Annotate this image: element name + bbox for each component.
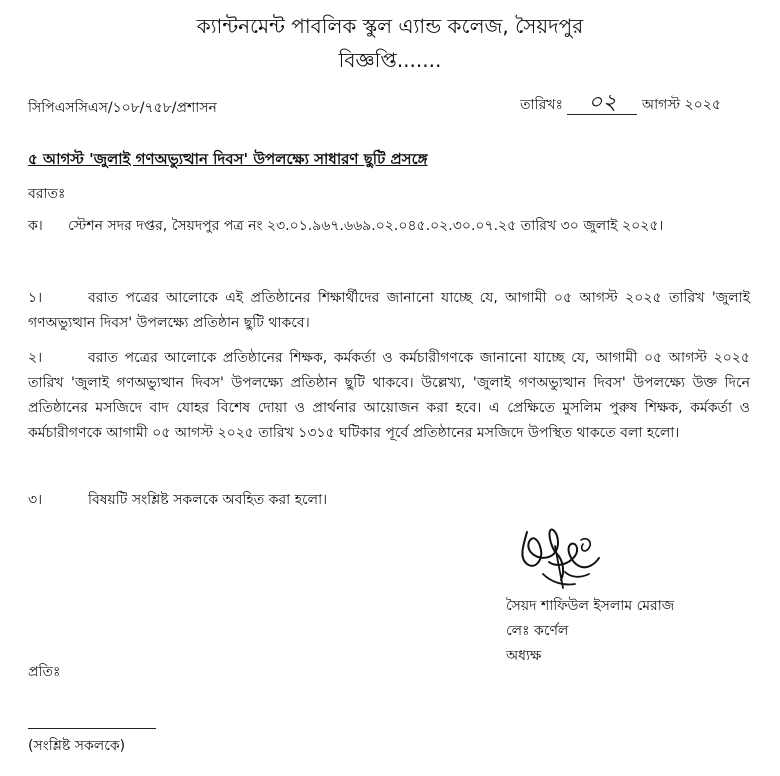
distribution-divider	[28, 728, 156, 729]
date-month-year: আগস্ট ২০২৫	[641, 97, 721, 113]
date-day: ০২	[567, 92, 637, 115]
signatory-name: সৈয়দ শাফিউল ইসলাম মেরাজ	[506, 598, 675, 614]
paragraph-2	[28, 346, 750, 446]
paragraph-2-text: বরাত পত্রের আলোকে প্রতিষ্ঠানের শিক্ষক, কর্মকর্তা ও কর্মচারীগণকে জানানো যাচ্ছে যে, আগামী ০৫ আগস্ট ২০২৫ তারিখ 'জুলাই গণঅভ্যুত্থান দিবস' উপলক্ষ্যে প্রতিষ্ঠান ছুটি থাকবে। উল্লেখ্য, 'জুলাই গণঅভ্যুত্থান দিবস' উপলক্ষ্যে উক্ত দিনে প্রতিষ্ঠানের মসজিদে বাদ যোহর বিশেষ দোয়া ও প্রার্থনার আয়োজন করা হবে। এ প্রেক্ষিতে মুসলিম পুরুষ শিক্ষক, কর্মকর্তা ও কর্মচারীগণকে আগামী ০৫ আগস্ট ২০২৫ তারিখ ১৩১৫ ঘটিকার পূর্বে প্রতিষ্ঠানের মসজিদে উপস্থিত থাকতে বলা হলো।	[28, 350, 750, 441]
distribution-label: প্রতিঃ	[28, 664, 61, 680]
reference-item-mark: ক।	[28, 218, 43, 234]
paragraph-3-number: ৩।	[28, 492, 43, 508]
reference-item-text: স্টেশন সদর দপ্তর, সৈয়দপুর পত্র নং ২৩.০১.৯৬৭.৬৬৯.০২.০৪৫.০২.৩০.০৭.২৫ তারিখ ৩০ জুলাই ২০২৫।	[68, 218, 664, 234]
paragraph-3-text: বিষয়টি সংশ্লিষ্ট সকলকে অবহিত করা হলো।	[88, 492, 328, 508]
paragraph-1-number: ১।	[28, 290, 43, 306]
date-label: তারিখঃ	[520, 97, 563, 113]
signature-image	[505, 512, 615, 594]
subject-line: ৫ আগস্ট 'জুলাই গণঅভ্যুত্থান দিবস' উপলক্ষ্যে সাধারণ ছুটি প্রসঙ্গে	[28, 150, 428, 168]
paragraph-2-number: ২।	[28, 350, 43, 366]
paragraph-1	[28, 286, 750, 336]
signatory-rank: লেঃ কর্ণেল	[506, 623, 569, 639]
paragraph-3	[28, 488, 750, 513]
memo-date	[520, 92, 721, 117]
distribution-recipient: (সংশ্লিষ্ট সকলকে)	[28, 738, 126, 754]
signatory-designation: অধ্যক্ষ	[506, 648, 542, 664]
reference-item	[28, 214, 750, 239]
reference-label: বরাতঃ	[28, 186, 66, 202]
institution-name: ক্যান্টনমেন্ট পাবলিক স্কুল এ্যান্ড কলেজ, সৈয়দপুর	[196, 14, 584, 38]
notice-title: বিজ্ঞপ্তি.......	[338, 48, 442, 72]
memo-ref-number: সিপিএসসিএস/১০৮/৭৫৮/প্রশাসন	[28, 100, 217, 116]
paragraph-1-text: বরাত পত্রের আলোকে এই প্রতিষ্ঠানের শিক্ষার্থীদের জানানো যাচ্ছে যে, আগামী ০৫ আগস্ট ২০২৫ তারিখ 'জুলাই গণঅভ্যুত্থান দিবস' উপলক্ষ্যে প্রতিষ্ঠান ছুটি থাকবে।	[28, 290, 750, 331]
